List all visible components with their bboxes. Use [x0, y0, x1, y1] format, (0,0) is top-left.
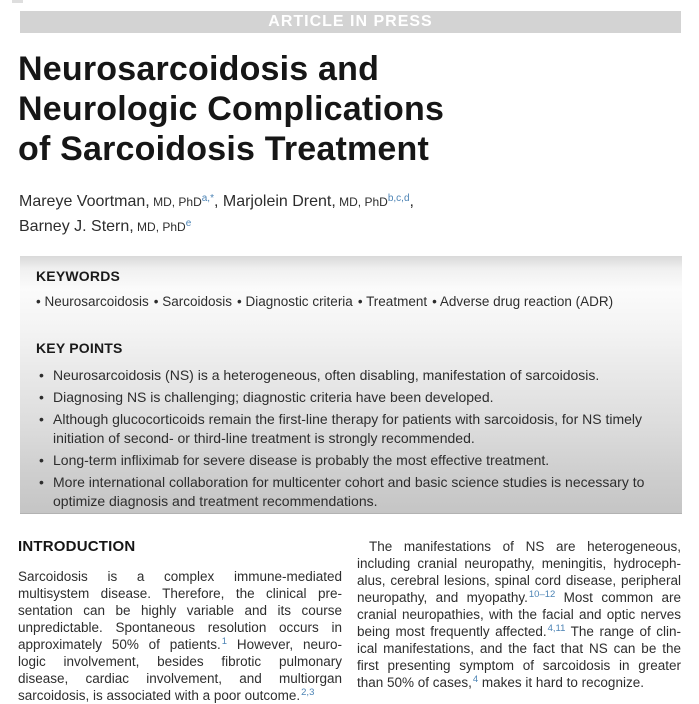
- keywords-line: [36, 293, 666, 311]
- author-list: [19, 190, 414, 240]
- keyword-item: • Diagnostic criteria: [237, 294, 353, 309]
- text-line: being most frequently affected.$^{4,11}$ The range of clin-: [357, 622, 681, 639]
- author-line: [19, 215, 414, 240]
- text-line: sentation can be highly variable and its course: [18, 603, 342, 618]
- banner-label: ARTICLE IN PRESS: [268, 13, 433, 30]
- author-degrees: MD, PhD: [149, 195, 202, 209]
- abstract-panel: [20, 256, 682, 514]
- author-degrees: MD, PhD: [335, 195, 388, 209]
- text-line: logic involvement, besides fibrotic pulmonary: [18, 654, 342, 669]
- text-line: unpredictable. Spontaneous resolution occurs in: [18, 620, 342, 635]
- text-line: The manifestations of NS are heterogeneous,: [369, 539, 681, 554]
- key-point-item: • More international collaboration for multicenter cohort and basic science studies is necessary to optimize diagnosis and treatment recommendations.: [36, 473, 666, 511]
- keyword-item: • Sarcoidosis: [154, 294, 232, 309]
- author-affiliation-sup: b,c,d: [387, 193, 410, 204]
- keyword-item: • Treatment: [358, 294, 427, 309]
- author-separator: ,: [409, 193, 414, 210]
- key-point-item: • Although glucocorticoids remain the first-line therapy for patients with sarcoidosis, for NS timely initiation of second- or third-line treatment is strongly recommended.: [36, 410, 666, 448]
- key-points-heading: KEY POINTS: [36, 340, 123, 356]
- keyword-item: • Adverse drug reaction (ADR): [432, 294, 613, 309]
- author-name: Barney J. Stern,: [19, 218, 134, 235]
- author-degrees: MD, PhD: [133, 220, 186, 234]
- introduction-heading: INTRODUCTION: [18, 538, 136, 555]
- article-in-press-banner: [20, 11, 681, 33]
- article-title: [18, 49, 444, 169]
- author-line: [19, 190, 414, 215]
- text-line: alus, cerebral lesions, spinal cord disease, peripheral: [357, 573, 681, 588]
- title-line: of Sarcoidosis Treatment: [18, 130, 430, 168]
- author-separator: ,: [213, 193, 223, 210]
- text-line: disease, cardiac involvement, and multiorgan: [18, 671, 342, 686]
- text-line: than 50% of cases,$^4$ makes it hard to recognize.: [357, 673, 644, 690]
- keywords-heading: KEYWORDS: [36, 268, 121, 284]
- key-point-item: • Neurosarcoidosis (NS) is a heterogeneous, often disabling, manifestation of sarcoidosis.: [36, 366, 666, 385]
- text-line: including cranial neuropathy, meningitis, hydroceph-: [357, 556, 681, 571]
- text-line: neuropathy, and myopathy.$^{10-12}$ Most common are: [357, 588, 681, 605]
- text-line: first presenting symptom of sarcoidosis in greater: [357, 658, 681, 673]
- author-affiliation-sup: e: [185, 218, 192, 229]
- right-column: [357, 538, 681, 704]
- key-point-item: • Long-term infliximab for severe disease is probably the most effective treatment.: [36, 451, 666, 470]
- keyword-item: • Neurosarcoidosis: [36, 294, 149, 309]
- author-affiliation-sup: a,*: [201, 193, 214, 204]
- text-line: multisystem disease. Therefore, the clinical pre-: [18, 586, 342, 601]
- author-name: Mareye Voortman,: [19, 193, 150, 210]
- author-name: Marjolein Drent,: [222, 193, 336, 210]
- text-line: Sarcoidosis is a complex immune-mediated: [18, 569, 342, 584]
- text-line: ical manifestations, and the fact that NS can be the: [357, 641, 681, 656]
- text-line: sarcoidosis, is associated with a poor outcome.$^{2,3}$: [18, 686, 315, 703]
- key-points-list: [36, 366, 666, 511]
- body-columns: [18, 538, 682, 704]
- text-line: cranial neuropathies, with the facial and optic nerves: [357, 607, 681, 622]
- title-line: Neurologic Complications: [18, 90, 445, 128]
- page-corner-mark: [12, 0, 23, 3]
- left-column: [18, 538, 342, 704]
- title-line: Neurosarcoidosis and: [18, 50, 380, 88]
- text-line: approximately 50% of patients.$^1$ However, neuro-: [18, 635, 342, 652]
- key-point-item: • Diagnosing NS is challenging; diagnostic criteria have been developed.: [36, 388, 666, 407]
